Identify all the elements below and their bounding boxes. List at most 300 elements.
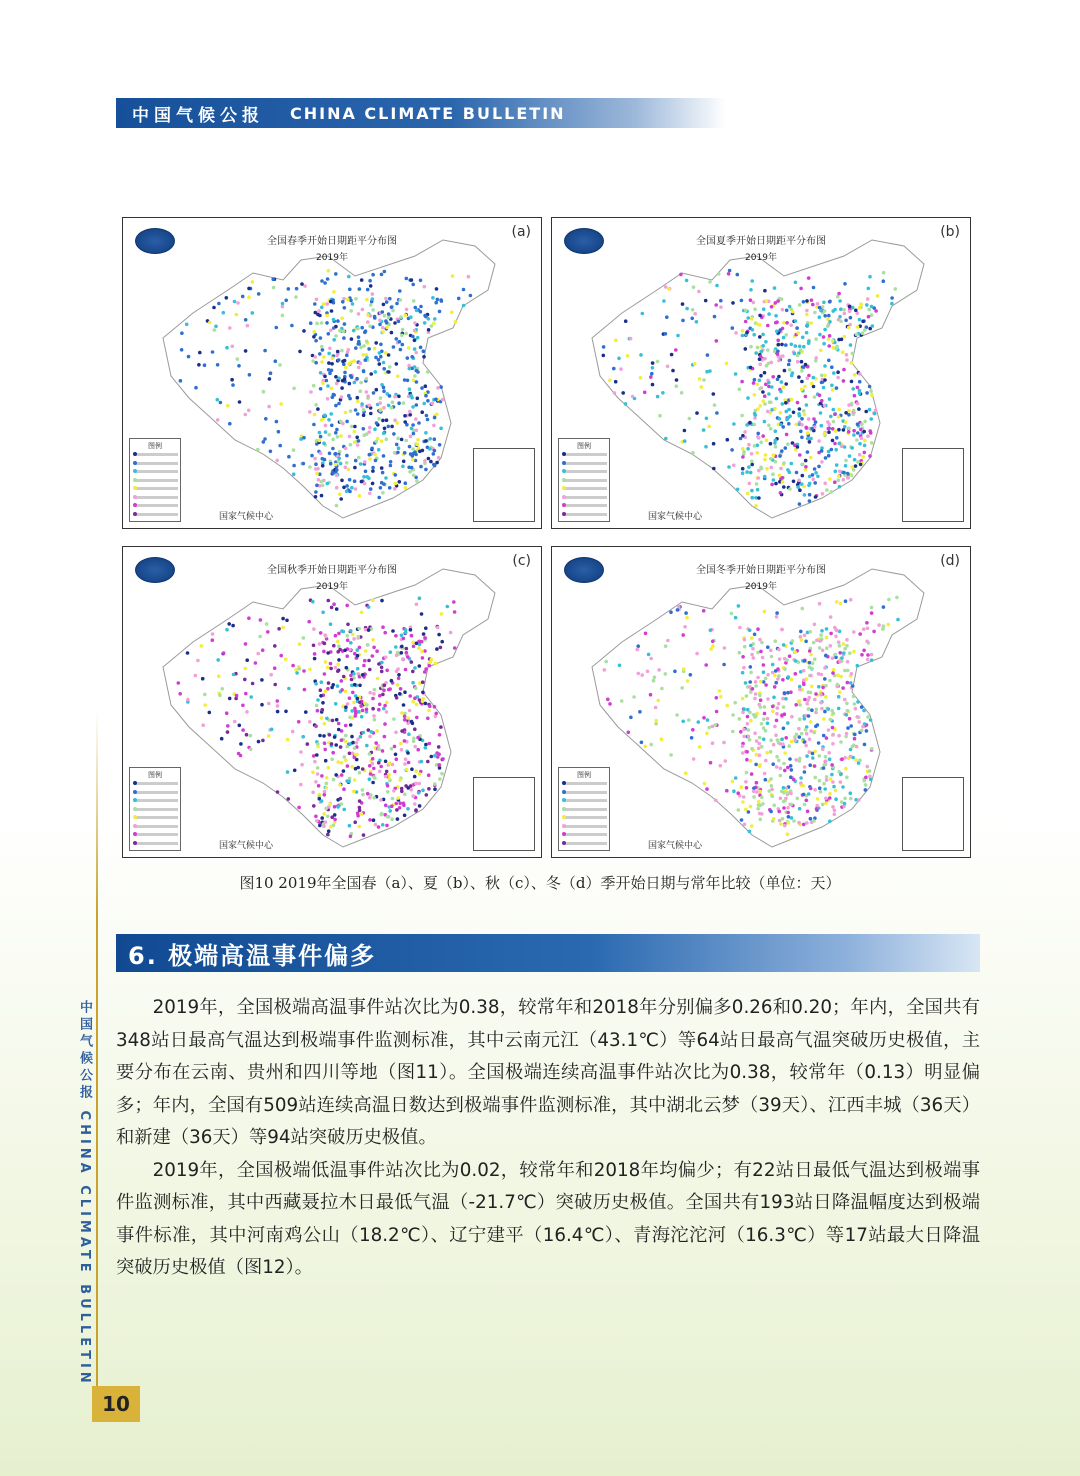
- station-dot: [348, 397, 352, 401]
- station-dot: [357, 825, 361, 829]
- station-dot: [317, 784, 321, 788]
- station-dot: [346, 764, 350, 768]
- station-dot: [358, 799, 362, 803]
- station-dot: [782, 762, 786, 766]
- station-dot: [369, 487, 373, 491]
- station-dot: [350, 486, 354, 490]
- station-dot: [683, 625, 687, 629]
- station-dot: [765, 751, 769, 755]
- station-dot: [419, 279, 423, 283]
- station-dot: [671, 369, 675, 373]
- station-dot: [226, 730, 230, 734]
- station-dot: [354, 712, 358, 716]
- station-dot: [327, 418, 331, 422]
- legend-dot-icon: [562, 478, 566, 482]
- station-dot: [323, 741, 327, 745]
- legend-item: [134, 513, 178, 516]
- station-dot: [767, 789, 771, 793]
- station-dot: [364, 358, 368, 362]
- station-dot: [804, 744, 808, 748]
- station-dot: [830, 448, 834, 452]
- legend-dot-icon: [562, 824, 566, 828]
- station-dot: [384, 804, 388, 808]
- station-dot: [308, 465, 312, 469]
- station-dot: [389, 650, 393, 654]
- station-dot: [742, 666, 746, 670]
- station-dot: [362, 664, 366, 668]
- station-dot: [377, 417, 381, 421]
- station-dot: [383, 735, 387, 739]
- station-dot: [330, 387, 334, 391]
- station-dot: [382, 689, 386, 693]
- station-dot: [770, 466, 774, 470]
- station-dot: [281, 314, 285, 318]
- station-dot: [340, 773, 344, 777]
- station-dot: [809, 787, 813, 791]
- station-dot: [738, 651, 742, 655]
- station-dot: [643, 745, 647, 749]
- station-dot: [833, 809, 837, 813]
- station-dot: [803, 740, 807, 744]
- station-dot: [750, 489, 754, 493]
- station-dot: [734, 372, 738, 376]
- station-dot: [853, 458, 857, 462]
- station-dot: [371, 781, 375, 785]
- station-dot: [411, 447, 415, 451]
- side-decor-line: [96, 710, 98, 1390]
- station-dot: [771, 705, 775, 709]
- station-dot: [336, 684, 340, 688]
- station-dot: [867, 308, 871, 312]
- map-agency: 国家气候中心: [648, 841, 703, 851]
- station-dot: [422, 355, 426, 359]
- station-dot: [865, 640, 869, 644]
- map-agency: 国家气候中心: [219, 841, 274, 851]
- station-dot: [369, 284, 373, 288]
- station-dot: [403, 718, 407, 722]
- station-dot: [806, 376, 810, 380]
- station-dot: [741, 751, 745, 755]
- station-dot: [404, 332, 408, 336]
- station-dot: [819, 411, 823, 415]
- station-dot: [403, 715, 407, 719]
- station-dot: [323, 793, 327, 797]
- station-dot: [747, 810, 751, 814]
- station-dot: [326, 277, 330, 281]
- station-dot: [320, 306, 324, 310]
- station-dot: [831, 780, 835, 784]
- legend-dot-icon: [133, 798, 137, 802]
- station-dot: [855, 438, 859, 442]
- station-dot: [316, 772, 320, 776]
- station-dot: [757, 496, 761, 500]
- station-dot: [222, 311, 226, 315]
- station-dot: [407, 346, 411, 350]
- station-dot: [809, 437, 813, 441]
- station-dot: [397, 446, 401, 450]
- station-dot: [814, 471, 818, 475]
- station-dot: [639, 376, 643, 380]
- station-dot: [340, 679, 344, 683]
- station-dot: [371, 707, 375, 711]
- station-dot: [405, 651, 409, 655]
- station-dot: [863, 444, 867, 448]
- station-dot: [324, 807, 328, 811]
- station-dot: [316, 745, 320, 749]
- station-dot: [664, 437, 668, 441]
- station-dot: [803, 765, 807, 769]
- station-dot: [291, 730, 295, 734]
- station-dot: [320, 716, 324, 720]
- station-dot: [218, 694, 222, 698]
- station-dot: [817, 465, 821, 469]
- station-dot: [656, 699, 660, 703]
- station-dot: [774, 321, 778, 325]
- station-dot: [365, 744, 369, 748]
- station-dot: [407, 466, 411, 470]
- station-dot: [786, 791, 790, 795]
- station-dot: [342, 808, 346, 812]
- station-dot: [650, 372, 654, 376]
- station-dot: [402, 703, 406, 707]
- station-dot: [803, 770, 807, 774]
- station-dot: [338, 329, 342, 333]
- station-dot: [372, 692, 376, 696]
- station-dot: [803, 634, 807, 638]
- station-dot: [424, 394, 428, 398]
- station-dot: [319, 371, 323, 375]
- station-dot: [749, 298, 753, 302]
- station-dot: [368, 796, 372, 800]
- station-dot: [829, 415, 833, 419]
- legend-item: [134, 782, 178, 785]
- station-dot: [413, 347, 417, 351]
- station-dot: [772, 696, 776, 700]
- station-dot: [313, 302, 317, 306]
- legend-item: [134, 791, 178, 794]
- station-dot: [423, 670, 427, 674]
- station-dot: [334, 773, 338, 777]
- station-dot: [314, 490, 318, 494]
- station-dot: [666, 365, 670, 369]
- station-dot: [299, 783, 303, 787]
- station-dot: [800, 360, 804, 364]
- station-dot: [421, 449, 425, 453]
- station-dot: [838, 690, 842, 694]
- station-dot: [732, 422, 736, 426]
- station-dot: [831, 427, 835, 431]
- station-dot: [831, 726, 835, 730]
- legend-dot-icon: [562, 798, 566, 802]
- station-dot: [770, 361, 774, 365]
- station-dot: [865, 303, 869, 307]
- station-dot: [702, 378, 706, 382]
- station-dot: [837, 474, 841, 478]
- station-dot: [398, 480, 402, 484]
- station-dot: [805, 799, 809, 803]
- station-dot: [269, 371, 273, 375]
- station-dot: [367, 430, 371, 434]
- legend-dot-icon: [562, 832, 566, 836]
- map-legend: [558, 767, 610, 851]
- station-dot: [336, 805, 340, 809]
- station-dot: [867, 315, 871, 319]
- station-dot: [691, 308, 695, 312]
- station-dot: [852, 433, 856, 437]
- station-dot: [318, 431, 322, 435]
- legend-dot-icon: [133, 824, 137, 828]
- station-dot: [780, 713, 784, 717]
- station-dot: [194, 674, 198, 678]
- station-dot: [352, 637, 356, 641]
- station-dot: [387, 370, 391, 374]
- station-dot: [326, 314, 330, 318]
- station-dot: [415, 403, 419, 407]
- station-dot: [838, 644, 842, 648]
- station-dot: [433, 449, 437, 453]
- station-dot: [843, 425, 847, 429]
- station-dot: [359, 704, 363, 708]
- station-dot: [424, 439, 428, 443]
- station-dot: [895, 596, 899, 600]
- station-dot: [773, 674, 777, 678]
- station-dot: [823, 710, 827, 714]
- station-dot: [730, 448, 734, 452]
- station-dot: [736, 273, 740, 277]
- station-dot: [837, 428, 841, 432]
- station-dot: [225, 628, 229, 632]
- station-dot: [320, 321, 324, 325]
- station-dot: [433, 437, 437, 441]
- station-dot: [403, 762, 407, 766]
- station-dot: [222, 651, 226, 655]
- station-dot: [364, 329, 368, 333]
- station-dot: [298, 350, 302, 354]
- station-dot: [313, 760, 317, 764]
- station-dot: [823, 482, 827, 486]
- station-dot: [776, 339, 780, 343]
- station-dot: [795, 471, 799, 475]
- station-dot: [380, 439, 384, 443]
- station-dot: [349, 309, 353, 313]
- station-dot: [785, 433, 789, 437]
- station-dot: [387, 773, 391, 777]
- station-dot: [273, 683, 277, 687]
- station-dot: [846, 681, 850, 685]
- station-dot: [803, 659, 807, 663]
- station-dot: [396, 817, 400, 821]
- station-dot: [841, 350, 845, 354]
- station-dot: [779, 774, 783, 778]
- station-dot: [431, 296, 435, 300]
- station-dot: [316, 698, 320, 702]
- station-dot: [403, 690, 407, 694]
- station-dot: [411, 700, 415, 704]
- station-dot: [315, 322, 319, 326]
- station-dot: [338, 783, 342, 787]
- station-dot: [791, 647, 795, 651]
- station-dot: [354, 408, 358, 412]
- station-dot: [823, 763, 827, 767]
- legend-dot-icon: [133, 503, 137, 507]
- station-dot: [320, 279, 324, 283]
- station-dot: [743, 430, 747, 434]
- station-dot: [404, 439, 408, 443]
- station-dot: [820, 449, 824, 453]
- station-dot: [394, 482, 398, 486]
- station-dot: [187, 355, 191, 359]
- station-dot: [877, 623, 881, 627]
- station-dot: [395, 757, 399, 761]
- station-dot: [319, 387, 323, 391]
- station-dot: [870, 393, 874, 397]
- station-dot: [738, 626, 742, 630]
- station-dot: [391, 309, 395, 313]
- station-dot: [629, 716, 633, 720]
- station-dot: [731, 780, 735, 784]
- station-dot: [407, 761, 411, 765]
- station-dot: [286, 770, 290, 774]
- station-dot: [779, 822, 783, 826]
- station-dot: [770, 483, 774, 487]
- station-dot: [753, 697, 757, 701]
- station-dot: [438, 777, 442, 781]
- station-dot: [414, 417, 418, 421]
- station-dot: [850, 361, 854, 365]
- station-dot: [764, 759, 768, 763]
- station-dot: [749, 345, 753, 349]
- station-dot: [421, 691, 425, 695]
- station-dot: [302, 636, 306, 640]
- station-dot: [380, 273, 384, 277]
- station-dot: [747, 735, 751, 739]
- station-dot: [711, 640, 715, 644]
- station-dot: [763, 402, 767, 406]
- station-dot: [312, 384, 316, 388]
- station-dot: [782, 791, 786, 795]
- station-dot: [314, 339, 318, 343]
- station-dot: [381, 310, 385, 314]
- station-dot: [334, 452, 338, 456]
- station-dot: [390, 406, 394, 410]
- station-dot: [825, 636, 829, 640]
- station-dot: [406, 807, 410, 811]
- station-dot: [244, 413, 248, 417]
- station-dot: [439, 646, 443, 650]
- station-dot: [669, 610, 673, 614]
- station-dot: [793, 650, 797, 654]
- station-dot: [318, 439, 322, 443]
- station-dot: [758, 764, 762, 768]
- station-dot: [637, 672, 641, 676]
- station-dot: [335, 474, 339, 478]
- station-dot: [707, 425, 711, 429]
- station-dot: [383, 427, 387, 431]
- station-dot: [822, 717, 826, 721]
- station-dot: [313, 355, 317, 359]
- station-dot: [378, 362, 382, 366]
- station-dot: [327, 269, 331, 273]
- station-dot: [868, 408, 872, 412]
- station-dot: [786, 721, 790, 725]
- station-dot: [810, 427, 814, 431]
- station-dot: [814, 692, 818, 696]
- station-dot: [315, 472, 319, 476]
- station-dot: [870, 747, 874, 751]
- station-dot: [834, 635, 838, 639]
- station-dot: [738, 717, 742, 721]
- station-dot: [767, 312, 771, 316]
- station-dot: [358, 809, 362, 813]
- station-dot: [308, 410, 312, 414]
- station-dot: [220, 687, 224, 691]
- station-dot: [331, 356, 335, 360]
- station-dot: [418, 664, 422, 668]
- station-dot: [817, 741, 821, 745]
- station-dot: [842, 335, 846, 339]
- station-dot: [373, 347, 377, 351]
- station-dot: [819, 693, 823, 697]
- station-dot: [762, 307, 766, 311]
- station-dot: [753, 633, 757, 637]
- station-dot: [197, 363, 201, 367]
- station-dot: [782, 385, 786, 389]
- station-dot: [409, 435, 413, 439]
- station-dot: [418, 804, 422, 808]
- station-dot: [279, 402, 283, 406]
- station-dot: [374, 356, 378, 360]
- station-dot: [776, 352, 780, 356]
- station-dot: [360, 715, 364, 719]
- legend-item: [563, 453, 607, 456]
- station-dot: [774, 669, 778, 673]
- station-dot: [336, 640, 340, 644]
- station-dot: [704, 445, 708, 449]
- station-dot: [845, 644, 849, 648]
- station-dot: [765, 364, 769, 368]
- legend-item: [134, 842, 178, 845]
- station-dot: [331, 395, 335, 399]
- station-dot: [439, 427, 443, 431]
- station-dot: [808, 737, 812, 741]
- station-dot: [734, 776, 738, 780]
- station-dot: [750, 747, 754, 751]
- station-dot: [785, 410, 789, 414]
- station-dot: [428, 437, 432, 441]
- station-dot: [749, 671, 753, 675]
- station-dot: [368, 404, 372, 408]
- station-dot: [810, 382, 814, 386]
- station-dot: [778, 657, 782, 661]
- station-dot: [211, 350, 215, 354]
- station-dot: [828, 477, 832, 481]
- station-dot: [386, 815, 390, 819]
- station-dot: [342, 787, 346, 791]
- station-dot: [756, 488, 760, 492]
- station-dot: [345, 461, 349, 465]
- map-agency: 国家气候中心: [648, 512, 703, 522]
- station-dot: [823, 364, 827, 368]
- station-dot: [845, 358, 849, 362]
- station-dot: [428, 664, 432, 668]
- station-dot: [330, 742, 334, 746]
- station-dot: [340, 386, 344, 390]
- station-dot: [743, 638, 747, 642]
- station-dot: [415, 380, 419, 384]
- station-dot: [803, 413, 807, 417]
- station-dot: [858, 392, 862, 396]
- station-dot: [849, 755, 853, 759]
